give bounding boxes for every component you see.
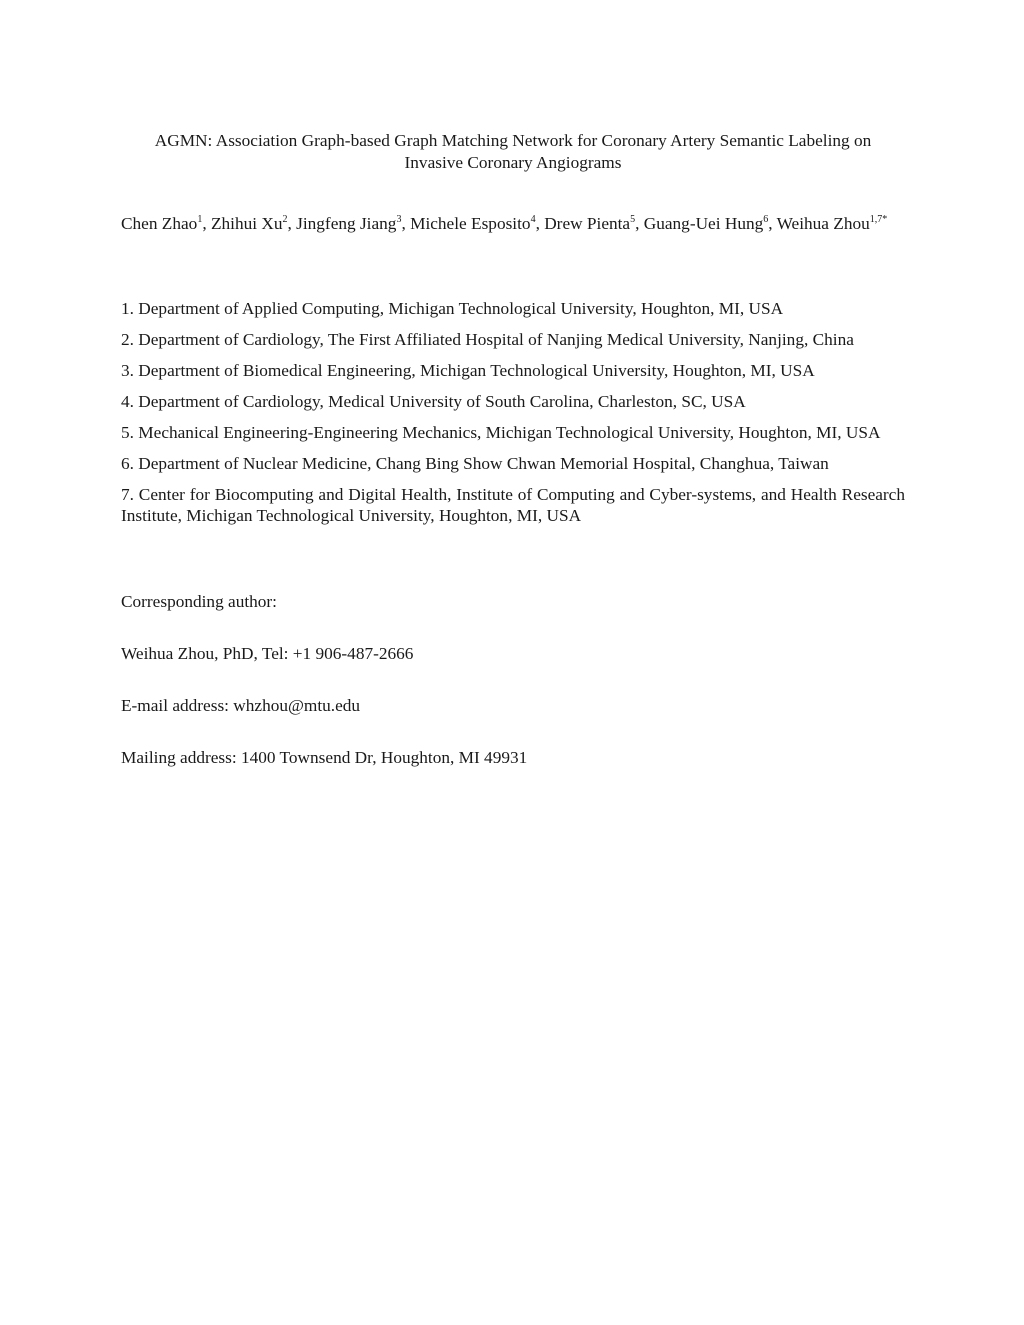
affiliation-item: 3. Department of Biomedical Engineering, Michigan Technological University, Houghton, MI, USA (121, 361, 815, 380)
author-name: Chen Zhao (121, 214, 198, 233)
author-affiliation-mark: 3 (396, 214, 402, 225)
paper-page (121, 0, 905, 1325)
author-list (121, 213, 905, 235)
author-name: Weihua Zhou (776, 214, 870, 233)
author-affiliation-mark: 6 (763, 214, 769, 225)
author-separator: , (401, 214, 411, 233)
author-name: Zhihui Xu (210, 214, 283, 233)
author-affiliation-mark: 4 (530, 214, 536, 225)
author-name: Drew Pienta (544, 214, 631, 233)
author-name: Jingfeng Jiang (296, 214, 397, 233)
affiliation-item: 4. Department of Cardiology, Medical University of South Carolina, Charleston, SC, USA (121, 392, 746, 411)
corresponding-author-email: E-mail address: whzhou@mtu.edu (121, 696, 361, 715)
title-line-2: Invasive Coronary Angiograms (404, 153, 622, 172)
author-name: Michele Esposito (410, 214, 531, 233)
author-separator: , (635, 214, 644, 233)
paper-title (109, 130, 917, 174)
author-separator: , (202, 214, 211, 233)
author-affiliation-mark: 5 (630, 214, 636, 225)
affiliation-item: 5. Mechanical Engineering-Engineering Mechanics, Michigan Technological University, Houghton, MI, USA (121, 423, 881, 442)
corresponding-author-heading: Corresponding author: (121, 592, 277, 611)
affiliation-item: 2. Department of Cardiology, The First Affiliated Hospital of Nanjing Medical University, Nanjing, China (121, 330, 854, 349)
title-line-1: AGMN: Association Graph-based Graph Matching Network for Coronary Artery Semantic Labeling on (154, 131, 872, 150)
corresponding-author-name-tel: Weihua Zhou, PhD, Tel: +1 906-487-2666 (121, 644, 414, 663)
author-separator: , (287, 214, 297, 233)
author-separator: , (535, 214, 545, 233)
affiliation-item: 7. Center for Biocomputing and Digital Health, Institute of Computing and Cyber-systems, and Health Research Institute, Michigan Technological University, Houghton, MI, USA (121, 485, 905, 525)
affiliation-item: 1. Department of Applied Computing, Michigan Technological University, Houghton, MI, USA (121, 299, 784, 318)
author-affiliation-mark: 2 (282, 214, 288, 225)
author-name: Guang-Uei Hung (643, 214, 764, 233)
author-separator: , (768, 214, 777, 233)
author-affiliation-mark: 1 (197, 214, 203, 225)
corresponding-author-mailing-address: Mailing address: 1400 Townsend Dr, Houghton, MI 49931 (121, 748, 528, 767)
author-affiliation-mark: 1,7* (869, 214, 888, 225)
affiliation-list (121, 298, 905, 536)
affiliation-item: 6. Department of Nuclear Medicine, Chang Bing Show Chwan Memorial Hospital, Changhua, Taiwan (121, 454, 829, 473)
